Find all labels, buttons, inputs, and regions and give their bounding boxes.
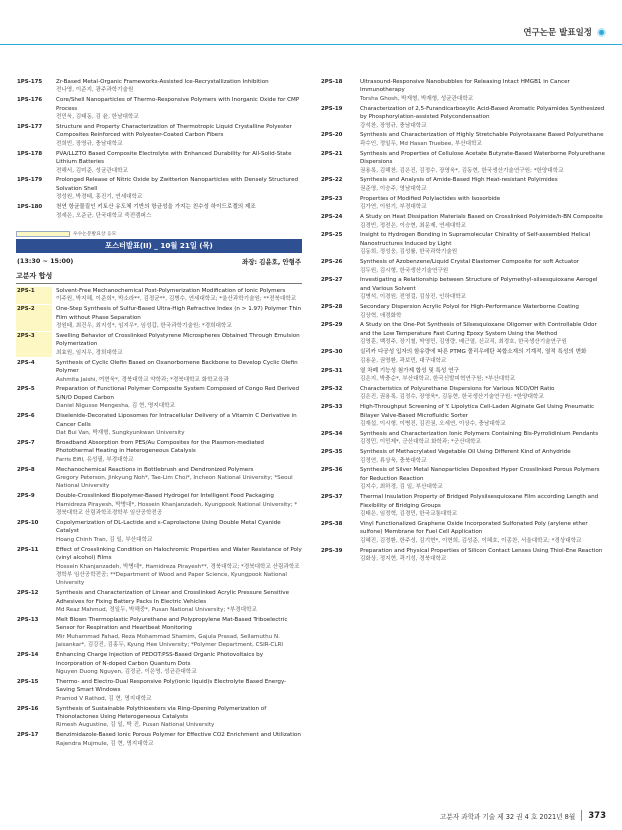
entry-title: Mechanochemical Reactions in Bottlebrush and Dendronized Polymers	[56, 466, 254, 473]
program-entry	[16, 176, 302, 201]
entry-code: 2PS-30	[321, 349, 343, 356]
entry-authors: Pramod V Rathod, 김 현, 명지대학교	[56, 695, 152, 702]
entry-code: 2PS-19	[321, 105, 343, 112]
entry-authors: 정세은, 오준균, 단국대학교 죽전캠퍼스	[56, 212, 152, 219]
entry-authors: 전나영, 이준지, 광주과학기술원	[56, 87, 134, 94]
entry-text	[360, 466, 606, 491]
program-entry	[16, 150, 302, 175]
entry-authors: 곽수인, 정일두, Md Hasan Truebee, 부산대학교	[360, 140, 482, 147]
entry-title: A Study on the One-Pot Synthesis of Silsesquioxane Oligomer with Controllable Odor and the Low Temperature Fast Curing Epoxy System Using the Method	[360, 322, 597, 337]
program-entry	[16, 705, 302, 730]
entry-title: Structure and Property Characterization of Thermotropic Liquid Crystalline Polyester Composites Reinforced with Polyester-Coated Carbon Fibers	[56, 124, 292, 139]
header-rule	[0, 44, 622, 45]
program-entry	[320, 466, 606, 491]
entry-authors: 정원태, 최건우, 최지성*, 임지우*, 임성갑, 한국과학기술원; *경희대학교	[56, 323, 232, 330]
entry-authors: 김두원, 김시형, 한국생산기술연구원	[360, 267, 449, 274]
entry-title: Ultrasound-Responsive Nanobubbles for Releasing Intact HMGB1 in Cancer Immunotherapy	[360, 79, 570, 94]
entry-code: 2PS-25	[321, 232, 343, 239]
program-entry	[320, 430, 606, 447]
entry-code: 2PS-13	[17, 617, 39, 624]
entry-title: Preparation of Functional Polymer Composite System Composed of Congo Red Derived S/N/O Doped Carbon	[56, 386, 300, 401]
entry-authors: Farris Elfil, 유성필, 부경대학교	[56, 456, 134, 463]
entry-authors: Md Reaz Mahmud, 정일두, 박해중*, Pusan National University; *부경대학교	[56, 607, 257, 614]
program-entry	[320, 176, 606, 193]
entry-authors: Hossein Khanjanzadeh, 박병대*, Hamidreza Pirayesh**, 경북대학교; *경북대학교 산림과학조경학부 임산공학전공; **Department of Wood and Paper Science, Kyungpook National University	[56, 563, 300, 587]
program-entry	[320, 367, 606, 384]
entry-title: Characteristics of Polyurethane Dispersions for Various NCO/OH Ratio	[360, 385, 555, 392]
entry-text	[56, 96, 302, 121]
entry-authors: 김동희, 정성웅, 김성률, 한국과학기술원	[360, 249, 458, 256]
entry-text	[360, 321, 606, 346]
entry-text	[360, 430, 606, 447]
entry-text	[360, 276, 606, 301]
entry-text	[56, 492, 302, 517]
entry-title: Enhancing Charge Injection of PEDOT:PSS-Based Organic Photovoltaics by Incorporation of N-doped Carbon Quantum Dots	[56, 652, 264, 667]
entry-text	[360, 403, 606, 428]
entry-authors: 김은진, 권용록, 김정수, 장영욱*, 김동현, 한국생산기술연구원; *한양대학교	[360, 394, 544, 401]
entry-authors: Rimesh Augustine, 김 일, 박 진, Pusan National University	[56, 722, 215, 729]
program-entry	[320, 258, 606, 275]
entry-title: A Study on Heat Dissipation Materials Based on Crosslinked Polyimide/h-BN Composite	[360, 214, 603, 221]
entry-title: 천연 항균물질인 키토산 유도체 기반의 항균성을 가지는 친수성 하이드로겔의 제조	[56, 204, 256, 211]
session-banner: 포스터발표(II) _ 10월 21일 (목)	[16, 239, 302, 253]
program-entry	[320, 520, 606, 545]
entry-title: Secondary Dispersion Acrylic Polyol for High-Performance Waterborne Coating	[360, 304, 579, 311]
entry-authors: 권준영, 이승주, 영남대학교	[360, 185, 427, 192]
entry-text	[360, 520, 606, 545]
entry-code: 2PS-3	[16, 332, 52, 357]
entry-text	[360, 195, 606, 212]
program-entry	[16, 287, 302, 304]
entry-text	[56, 332, 302, 357]
entry-authors: Daniel Nigusse Mengesha, 김 현, 명지대학교	[56, 403, 175, 410]
entry-text	[360, 150, 606, 175]
program-entry	[16, 731, 302, 748]
program-entry	[16, 678, 302, 703]
entry-code: 1PS-177	[17, 124, 43, 131]
entry-code: 2PS-21	[321, 150, 343, 157]
section-heading: 고분자 합성	[16, 268, 302, 284]
award-legend-text: 우수논문발표상 응모	[73, 232, 117, 237]
footer-divider	[581, 810, 582, 821]
program-entry	[320, 131, 606, 148]
entry-authors: 전민욱, 김태동, 김 윤, 한남대학교	[56, 114, 139, 121]
entry-code: 2PS-6	[17, 413, 35, 420]
entry-code: 2PS-11	[17, 546, 39, 553]
program-entry	[320, 195, 606, 212]
entry-authors: 김경빈, 정전은, 이승현, 최문제, 연세대학교	[360, 222, 467, 229]
program-entry	[320, 448, 606, 465]
entry-authors: 이주원, 박지혜, 이준희*, 박소라**, 김정균**, 김병수, 연세대학교; *울산과학기술원; **전북대학교	[56, 296, 297, 303]
award-legend	[16, 230, 302, 237]
entry-title: Melt Blown Thermoplastic Polyurethane and Polypropylene Mat-Based Triboelectric Sensor for Respiration and Heartbeat Monitoring	[56, 617, 288, 632]
page-footer	[0, 810, 606, 821]
program-entry	[16, 589, 302, 614]
program-entry	[16, 305, 302, 330]
entry-title: Characterization of 2,5-Furandicarboxylic Acid-Based Aromatic Polyamides Synthesized by Phosphorylation-assisted Polycondensation	[360, 105, 605, 121]
entry-title: Properties of Modified Polylactides with Isosorbide	[360, 195, 501, 202]
entry-authors: 김가연, 이원기, 부경대학교	[360, 204, 427, 211]
program-entry	[320, 78, 606, 103]
entry-text	[56, 519, 302, 544]
entry-title: Benzimidazole-Based Ionic Porous Polymer for Effective CO2 Enrichment and Utilization	[56, 732, 301, 739]
entry-code: 2PS-4	[17, 359, 35, 366]
entry-title: Zr-Based Metal-Organic Frameworks-Assisted Ice-Recrystallization Inhibition	[56, 79, 269, 85]
entry-title: Synthesis of Methacrylated Vegetable Oil Using Different Kind of Anhydride	[360, 449, 571, 456]
program-entry	[16, 359, 302, 384]
entry-code: 1PS-176	[17, 97, 43, 104]
entry-title: Investigating a Relationship between Structure of Polymethyl-silsesquioxane Aerogel and Various Solvent	[360, 277, 598, 292]
entry-code: 1PS-179	[17, 177, 43, 184]
entry-code: 1PS-175	[17, 79, 43, 85]
entry-text	[360, 367, 606, 384]
entry-authors: Torsha Ghosh, 박재형, 박재형, 성균관대학교	[360, 95, 474, 102]
entry-authors: Mir Muhammad Fahad, Reza Mohammad Shamim, Gajula Prasad, Sellamuthu N. Jaisankar*, 김강진, 김홍두, Kyung Hee University; *Polymer Department, CSIR-CLRI	[56, 633, 283, 649]
session-time: (13:30 ~ 15:00)	[17, 257, 74, 265]
entry-code: 2PS-26	[321, 259, 343, 266]
program-entry	[16, 203, 302, 220]
program-entry	[320, 321, 606, 346]
entry-text	[56, 589, 302, 614]
program-entry	[16, 616, 302, 650]
entry-code: 2PS-39	[321, 547, 343, 554]
entry-code: 1PS-178	[17, 150, 43, 157]
entry-title: Synthesis of Silver Metal Nanoparticles Deposited Hyper Crosslinked Porous Polymers for Reduction Reaction	[360, 467, 600, 482]
entry-code: 2PS-36	[321, 467, 343, 474]
entry-code: 2PS-15	[17, 678, 39, 685]
entry-code: 2PS-22	[321, 177, 343, 184]
entry-text	[360, 493, 606, 518]
entry-text	[360, 213, 606, 230]
entry-code: 2PS-9	[17, 493, 35, 500]
entry-text	[56, 546, 302, 588]
program-entry	[16, 439, 302, 464]
entry-text	[360, 258, 606, 275]
entry-authors: Dat Bui Van, 박재형, Sungkyunkwan University	[56, 430, 185, 436]
entry-authors: 김태은, 임정혁, 김경민, 한국교통대학교	[360, 511, 458, 517]
entry-authors: 최효원, 임지우, 경희대학교	[56, 349, 123, 356]
program-entry	[320, 493, 606, 518]
circle-bullet-icon	[597, 28, 606, 37]
program-entry	[16, 78, 302, 95]
entry-code: 2PS-10	[17, 520, 39, 527]
program-entry	[320, 150, 606, 175]
entry-code: 2PS-27	[321, 277, 343, 284]
entry-text	[360, 78, 606, 103]
entry-authors: 김영훈, 백정주, 장기철, 박영민, 김영량, 배근열, 신교직, 최경호, 한국생산기술연구원	[360, 339, 567, 346]
entry-authors: 전해서, 김미준, 성균관대학교	[56, 167, 128, 174]
entry-code: 2PS-20	[321, 132, 343, 139]
entry-title: Synthesis and Characterization of Linear and Crosslinked Acrylic Pressure Sensitive Adhesives for Fixing Battery Packs In Electric Vehicles	[56, 590, 290, 605]
page-header	[523, 26, 606, 38]
entry-authors: Rajendra Mujmule, 김 현, 명지대학교	[56, 740, 154, 747]
entry-text	[56, 176, 302, 201]
entry-authors: 김병석, 이경원, 전영걸, 김상진, 인하대학교	[360, 294, 467, 301]
program-entry	[16, 412, 302, 437]
entry-text	[360, 231, 606, 256]
entry-text	[56, 651, 302, 676]
entry-authors: 김정민, 이민제*, 군산대학교 화학과; *군산대학교	[360, 439, 481, 446]
entry-authors: Ashmita Jaishi, 여현욱*, 경북대학교 약학과; *경북대학교 화학교육과	[56, 376, 229, 383]
entry-code: 2PS-24	[321, 214, 343, 221]
entry-authors: 전희빈, 장영규, 충남대학교	[56, 140, 123, 147]
entry-title: High-Throughput Screening of Y. Lipolytica Cell-Laden Alginate Gel Using Pneumatic Bilayer Valve-Based Microfluidic Sorter	[360, 404, 595, 419]
award-legend-swatch	[16, 231, 70, 237]
program-entry	[16, 332, 302, 357]
program-entry	[16, 492, 302, 517]
entry-title: One-Step Synthesis of Sulfur-Based Ultra-High Refractive Index (n > 1.97) Polymer Thin Film without Phase Separation	[56, 306, 302, 321]
entry-text	[56, 385, 302, 410]
entry-title: Thermo- and Electro-Dual Responsive Poly(ionic liquid)s Electrolyte Based Energy-Saving Smart Windows	[56, 678, 287, 694]
entry-title: Broadband Absorption from PES/Au Composites for the Plasmon-mediated Photothermal Heating in Heterogeneous Catalysis	[56, 439, 264, 455]
entry-authors: 김정연, 류상욱, 충북대학교	[360, 457, 427, 464]
program-entry	[16, 519, 302, 544]
entry-text	[360, 385, 606, 402]
entry-text	[56, 412, 302, 437]
entry-text	[56, 731, 302, 748]
entry-title: Synthesis and Characterization of Highly Stretchable Polyrotaxane Based Polyurethane	[360, 132, 604, 139]
program-entry	[16, 546, 302, 588]
entry-code: 2PS-34	[321, 430, 343, 437]
program-entry	[16, 385, 302, 410]
program-listing	[16, 78, 606, 770]
entry-code: 2PS-37	[321, 494, 343, 501]
entry-text	[56, 287, 302, 304]
entry-title: 열 차폐 기능성 첨가제 합성 및 특성 연구	[360, 367, 459, 374]
entry-code: 2PS-35	[321, 449, 343, 456]
entry-code: 2PS-33	[321, 404, 343, 411]
program-entry	[320, 105, 606, 130]
program-entry	[16, 651, 302, 676]
entry-text	[56, 359, 302, 384]
entry-authors: 정성원, 박경태, 홍진기, 연세대학교	[56, 194, 143, 201]
entry-code: 1PS-180	[17, 204, 43, 211]
program-entry	[320, 303, 606, 320]
page-number: 373	[588, 810, 606, 821]
program-entry	[320, 348, 606, 365]
entry-text	[56, 439, 302, 464]
entry-code: 2PS-18	[321, 79, 343, 85]
entry-code: 2PS-32	[321, 385, 343, 392]
entry-text	[56, 305, 302, 330]
entry-title: Synthesis and Characterization Ionic Polymers Containing Bis-Pyrrolidinium Pendants	[360, 430, 599, 437]
entry-title: Thermal Insulation Property of Bridged Polysilsesquioxane Film according Length and Flexibility of Bridging Groups	[360, 494, 599, 509]
entry-text	[360, 547, 606, 564]
entry-title: PVA/LLZTO Based Composite Electrolyte with Enhanced Durability for All-Solid-State Lithium Batteries	[56, 150, 292, 166]
program-entry	[320, 385, 606, 402]
entry-text	[360, 176, 606, 193]
entry-text	[56, 616, 302, 650]
entry-title: Copolymerization of DL-Lactide and ε-Caprolactone Using Double Metal Cyanide Catalyst	[56, 520, 281, 535]
entry-title: Swelling Behavior of Crosslinked Polystyrene Microspheres Obtained Through Emulsion Polymerization	[56, 333, 300, 348]
entry-text	[360, 303, 606, 320]
entry-code: 2PS-5	[17, 386, 35, 393]
entry-text	[56, 78, 302, 95]
session-chair: 좌장: 김윤호, 안형주	[242, 258, 301, 266]
entry-authors: 김은지, 박충순*, 부산대학교, 한국신발피혁연구원; *부산대학교	[360, 375, 516, 382]
entry-title: Preparation and Physical Properties of Silicon Contact Lenses Using Thiol-Ene Reaction	[360, 547, 603, 554]
entry-code: 2PS-17	[17, 732, 39, 739]
entry-title: Synthesis of Cyclic Olefin Based on Oxanorbornene Backbone to Develop Cyclic Olefin Polymer	[56, 359, 298, 375]
entry-title: Effect of Crosslinking Condition on Halochromic Properties and Water Resistance of Poly (vinyl alcohol) Films	[56, 546, 302, 562]
entry-text	[56, 150, 302, 175]
program-entry	[320, 547, 606, 564]
entry-text	[56, 678, 302, 703]
entry-code: 2PS-2	[16, 305, 52, 330]
entry-authors: 김지수, 최하경, 김 일, 부산대학교	[360, 484, 443, 491]
entry-title: Synthesis of Azobenzene/Liquid Crystal Elastomer Composite for soft Actuator	[360, 259, 580, 266]
entry-authors: 김혜진, 김정환, 한주성, 김기현*, 이현희, 김성준, 이혜호, 이종찬, 서울대학교; *경상대학교	[360, 537, 582, 544]
program-entry	[320, 231, 606, 256]
program-entry	[320, 276, 606, 301]
entry-title: Insight to Hydrogen Bonding in Supramolecular Chirality of Self-assembled Helical Nanostructures Induced by Light	[360, 232, 591, 247]
entry-authors: Hoang Chinh Tran, 김 일, 부산대학교	[56, 536, 153, 543]
session-info	[17, 257, 301, 266]
entry-code: 2PS-23	[321, 195, 343, 202]
entry-code: 2PS-1	[16, 287, 52, 304]
entry-text	[56, 705, 302, 730]
program-entry	[320, 213, 606, 230]
entry-text	[56, 203, 302, 220]
entry-code: 2PS-14	[17, 652, 39, 659]
entry-authors: 김용운, 권영환, 곽보민, 대구대학교	[360, 357, 447, 364]
entry-title: Synthesis and Properties of Cellulose Acetate Butyrate-Based Waterborne Polyurethane Dispersions	[360, 150, 605, 166]
entry-title: Solvent-Free Mechanochemical Post-Polymerization Modification of Ionic Polymers	[56, 288, 286, 294]
entry-authors: 강석찬, 장영규, 충남대학교	[360, 122, 427, 129]
entry-code: 2PS-16	[17, 705, 39, 712]
header-title: 연구논문 발표일정	[523, 28, 592, 38]
entry-text	[56, 466, 302, 491]
entry-code: 2PS-12	[17, 590, 39, 597]
program-entry	[320, 403, 606, 428]
entry-text	[56, 123, 302, 148]
entry-code: 2PS-7	[17, 439, 35, 446]
entry-authors: Gregory Peterson, Jinkyung Noh*, Tae-Lim Choi*, Incheon National University; *Seoul National University	[56, 475, 293, 490]
entry-title: Vinyl Functionalized Graphene Oxide Incorporated Sulfonated Poly (arylene ether sulfone) Membrane for Fuel Cell Application	[360, 520, 588, 536]
journal-citation: 고분자 과학과 기술 제 32 권 4 호 2021년 8월	[440, 812, 576, 821]
entry-authors: 김화상, 정지현, 곽기성, 경북대학교	[360, 556, 447, 563]
entry-authors: 권용록, 김해찬, 김은진, 김정수, 장영욱*, 김동현, 한국생산기술연구원; *한양대학교	[360, 167, 564, 174]
program-entry	[16, 466, 302, 491]
entry-title: Prolonged Release of Nitric Oxide by Zwitterion Nanoparticles with Densely Structured Solvation Shell	[56, 177, 299, 192]
entry-text	[360, 448, 606, 465]
entry-title: Synthesis of Sustainable Polythioesters via Ring-Opening Polymerization of Thionolactones Using Heterogeneous Catalysts	[56, 705, 267, 720]
entry-title: Synthesis and Analysis of Amide-Based High Heat-resistant Polyimides	[360, 177, 558, 184]
entry-title: Diselenide-Decorated Liposomes for Intracellular Delivery of a Vitamin C Derivative in Cancer Cells	[56, 413, 297, 428]
entry-title: 실리카 다공성 입자의 함유량에 따른 PTMG 폴리우레탄 복합소재의 기계적, 열적 특성의 변화	[360, 349, 587, 356]
entry-code: 2PS-8	[17, 466, 35, 473]
entry-text	[360, 105, 606, 130]
entry-text	[360, 131, 606, 148]
entry-text	[360, 348, 606, 365]
entry-code: 2PS-28	[321, 304, 343, 311]
entry-code: 2PS-31	[321, 367, 343, 374]
entry-authors: 김재섭, 이시형, 이병진, 김진권, 오세연, 이상수, 충남대학교	[360, 420, 506, 427]
program-entry	[16, 123, 302, 148]
program-entry	[16, 96, 302, 121]
entry-title: Core/Shell Nanoparticles of Thermo-Responsive Polymers with Inorganic Oxide for CMP Process	[56, 97, 300, 112]
entry-title: Double-Crosslinked Biopolymer-Based Hydrogel for Intelligent Food Packaging	[56, 493, 274, 500]
entry-authors: Nguyen Duong Nguyen, 김정균, 이은영, 성균관대학교	[56, 668, 197, 675]
entry-authors: 김상혁, 애경화학	[360, 312, 402, 319]
entry-authors: Hamidreza Pirayesh, 박병대*, Hossein Khanjanzadeh, Kyungpook National University; *경북대학교 산림과학조경학부 임산공학전공	[56, 501, 298, 517]
entry-code: 2PS-29	[321, 322, 343, 329]
entry-code: 2PS-38	[321, 520, 343, 527]
